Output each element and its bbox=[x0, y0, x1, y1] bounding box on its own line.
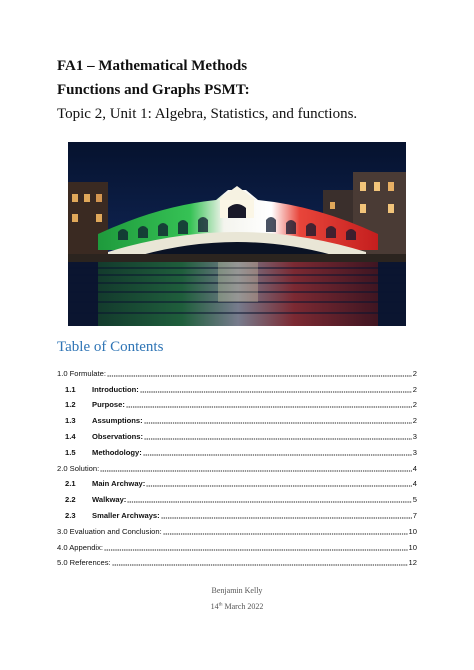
date-suffix: th bbox=[218, 602, 223, 608]
toc-leader-dots bbox=[100, 470, 412, 472]
toc-entry-number: 2.2 bbox=[65, 495, 76, 505]
toc-entry-number: 2.3 bbox=[65, 510, 76, 520]
toc-entry[interactable] bbox=[57, 488, 417, 504]
toc-entry[interactable] bbox=[57, 520, 417, 536]
toc-entry-label: Observations: bbox=[92, 431, 144, 441]
toc-entry-page: 2 bbox=[412, 416, 417, 426]
toc-entry[interactable] bbox=[57, 552, 417, 568]
toc-entry-number: 1.4 bbox=[65, 431, 76, 441]
toc-leader-dots bbox=[144, 422, 412, 424]
toc-entry-page: 5 bbox=[412, 495, 417, 505]
toc-entry[interactable] bbox=[57, 536, 417, 552]
toc-entry-label: Purpose: bbox=[92, 400, 125, 410]
toc-entry-page: 2 bbox=[412, 368, 417, 378]
toc-entry-number: 1.2 bbox=[65, 400, 76, 410]
toc-leader-dots bbox=[107, 375, 412, 377]
toc-entry-label: Introduction: bbox=[92, 384, 139, 394]
toc-leader-dots bbox=[146, 485, 411, 487]
toc-entry[interactable] bbox=[57, 504, 417, 520]
toc-leader-dots bbox=[104, 549, 408, 551]
toc-entry-label: Main Archway: bbox=[92, 479, 146, 489]
toc-entry-label: Assumptions: bbox=[92, 416, 143, 426]
toc-entry-number: 2.1 bbox=[65, 479, 76, 489]
toc-entry[interactable] bbox=[57, 362, 417, 378]
toc-leader-dots bbox=[144, 438, 412, 440]
toc-entry-page: 4 bbox=[412, 463, 417, 473]
toc-leader-dots bbox=[127, 501, 411, 503]
author-name: Benjamin Kelly bbox=[211, 586, 263, 595]
toc-entry-page: 10 bbox=[408, 526, 417, 536]
toc-leader-dots bbox=[161, 517, 412, 519]
toc-entry-number: 1.1 bbox=[65, 384, 76, 394]
date-day: 14 bbox=[210, 602, 219, 611]
toc-entry-page: 2 bbox=[412, 384, 417, 394]
toc-entry[interactable] bbox=[57, 425, 417, 441]
toc-entry-label: 4.0 Appendix: bbox=[57, 542, 104, 552]
toc-entry-label: 5.0 References: bbox=[57, 558, 111, 568]
toc-entry[interactable] bbox=[57, 409, 417, 425]
toc-entry-number: 1.3 bbox=[65, 416, 76, 426]
toc-entry-page: 2 bbox=[412, 400, 417, 410]
toc-entry[interactable] bbox=[57, 473, 417, 489]
toc-leader-dots bbox=[126, 406, 412, 408]
toc-entry-page: 10 bbox=[408, 542, 417, 552]
document-topic: Topic 2, Unit 1: Algebra, Statistics, and functions. bbox=[57, 106, 358, 122]
toc-entry-label: Methodology: bbox=[92, 447, 142, 457]
toc-leader-dots bbox=[140, 391, 412, 393]
toc-entry-page: 7 bbox=[412, 510, 417, 520]
document-title: FA1 – Mathematical Methods bbox=[57, 58, 248, 74]
document-subtitle: Functions and Graphs PSMT: bbox=[57, 82, 250, 98]
toc-entry-label: Smaller Archways: bbox=[92, 510, 160, 520]
toc-heading: Table of Contents bbox=[57, 339, 164, 355]
toc-entry-page: 4 bbox=[412, 479, 417, 489]
table-of-contents bbox=[57, 362, 417, 567]
toc-entry-label: Walkway: bbox=[92, 495, 127, 505]
toc-entry-label: 2.0 Solution: bbox=[57, 463, 100, 473]
toc-entry-page: 3 bbox=[412, 447, 417, 457]
toc-leader-dots bbox=[143, 454, 412, 456]
toc-entry-label: 1.0 Formulate: bbox=[57, 368, 106, 378]
toc-entry-page: 3 bbox=[412, 431, 417, 441]
toc-entry[interactable] bbox=[57, 378, 417, 394]
toc-leader-dots bbox=[112, 564, 408, 566]
toc-entry[interactable] bbox=[57, 394, 417, 410]
bridge-photo bbox=[68, 142, 406, 326]
toc-entry-number: 1.5 bbox=[65, 447, 76, 457]
toc-entry-label: 3.0 Evaluation and Conclusion: bbox=[57, 526, 162, 536]
toc-leader-dots bbox=[163, 533, 408, 535]
date-rest: March 2022 bbox=[222, 602, 264, 611]
toc-entry[interactable] bbox=[57, 457, 417, 473]
document-date bbox=[0, 602, 474, 611]
toc-entry-page: 12 bbox=[408, 558, 417, 568]
toc-entry[interactable] bbox=[57, 441, 417, 457]
